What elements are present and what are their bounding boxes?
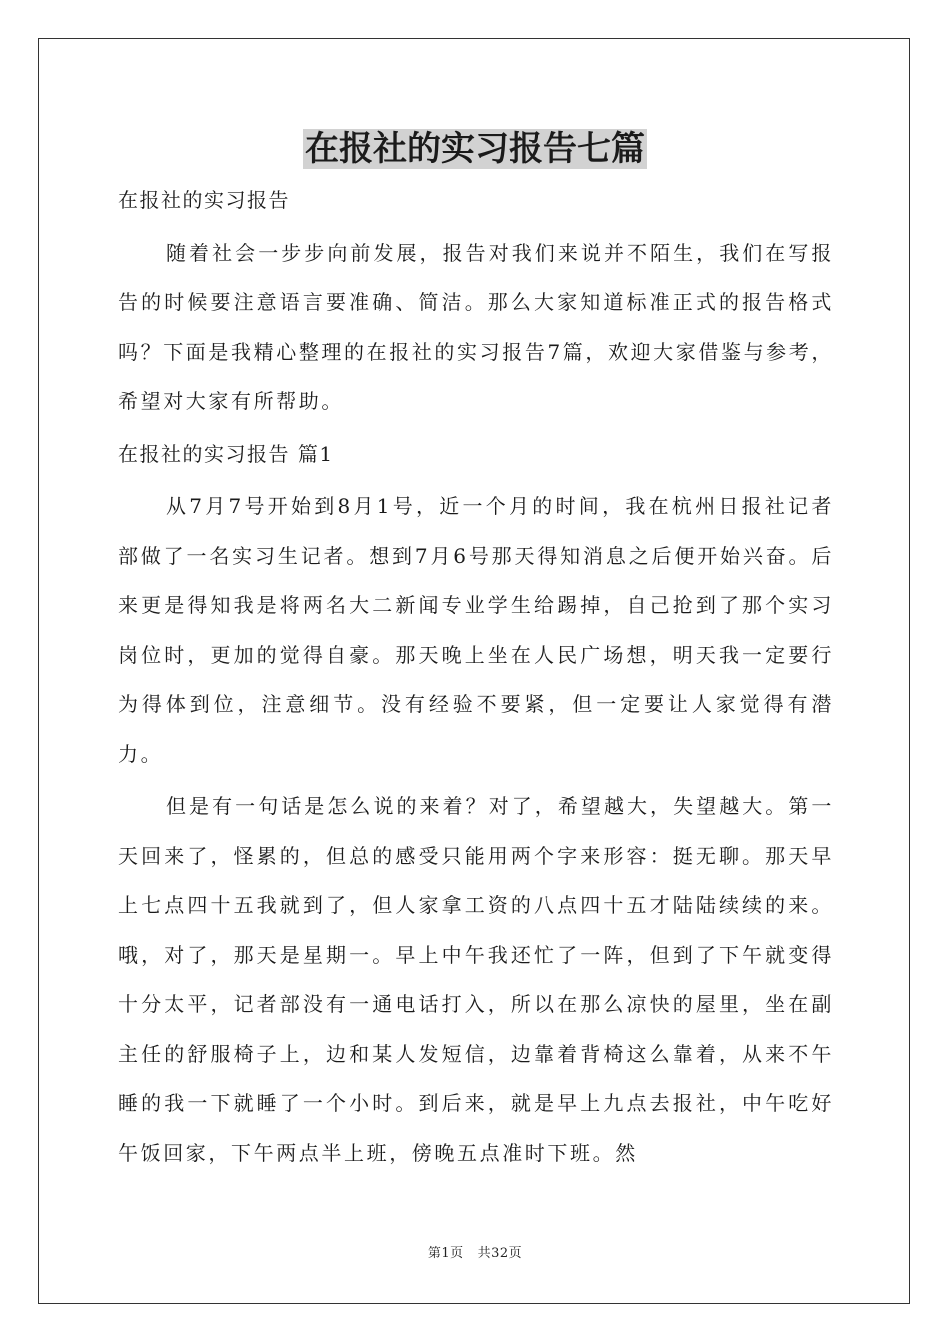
page-footer (0, 1245, 950, 1263)
document-body (118, 176, 834, 1181)
document-title-text: 在报社的实习报告七篇 (305, 129, 645, 169)
section-heading: 在报社的实习报告 篇1 (118, 441, 334, 466)
body-paragraph: 但是有一句话是怎么说的来着？对了，希望越大，失望越大。第一天回来了，怪累的，但总的感受只能用两个字来形容：挺无聊。那天早上七点四十五我就到了，但人家拿工资的八点四十五才陆陆续续的来。哦，对了，那天是星期一。早上中午我还忙了一阵，但到了下午就变得十分太平，记者部没有一通电话打入，所以在那么凉快的屋里，坐在副主任的舒服椅子上，边和某人发短信，边靠着背椅这么靠着，从来不午睡的我一下就睡了一个小时。到后来，就是早上九点去报社，中午吃好午饭回家，下午两点半上班，傍晚五点准时下班。然 (118, 794, 834, 1165)
page-number: 第1页 (427, 1246, 464, 1261)
page-total: 共32页 (477, 1246, 523, 1261)
body-paragraph: 从7月7号开始到8月1号，近一个月的时间，我在杭州日报社记者部做了一名实习生记者。想到7月6号那天得知消息之后便开始兴奋。后来更是得知我是将两名大二新闻专业学生给踢掉，自己抢到了那个实习岗位时，更加的觉得自豪。那天晚上坐在人民广场想，明天我一定要行为得体到位，注意细节。没有经验不要紧，但一定要让人家觉得有潜力。 (118, 494, 834, 766)
section-heading: 在报社的实习报告 (118, 188, 290, 212)
document-title (0, 126, 950, 172)
intro-paragraph: 随着社会一步步向前发展，报告对我们来说并不陌生，我们在写报告的时候要注意语言要准确、简洁。那么大家知道标准正式的报告格式吗？下面是我精心整理的在报社的实习报告7篇，欢迎大家借鉴与参考，希望对大家有所帮助。 (118, 240, 834, 413)
